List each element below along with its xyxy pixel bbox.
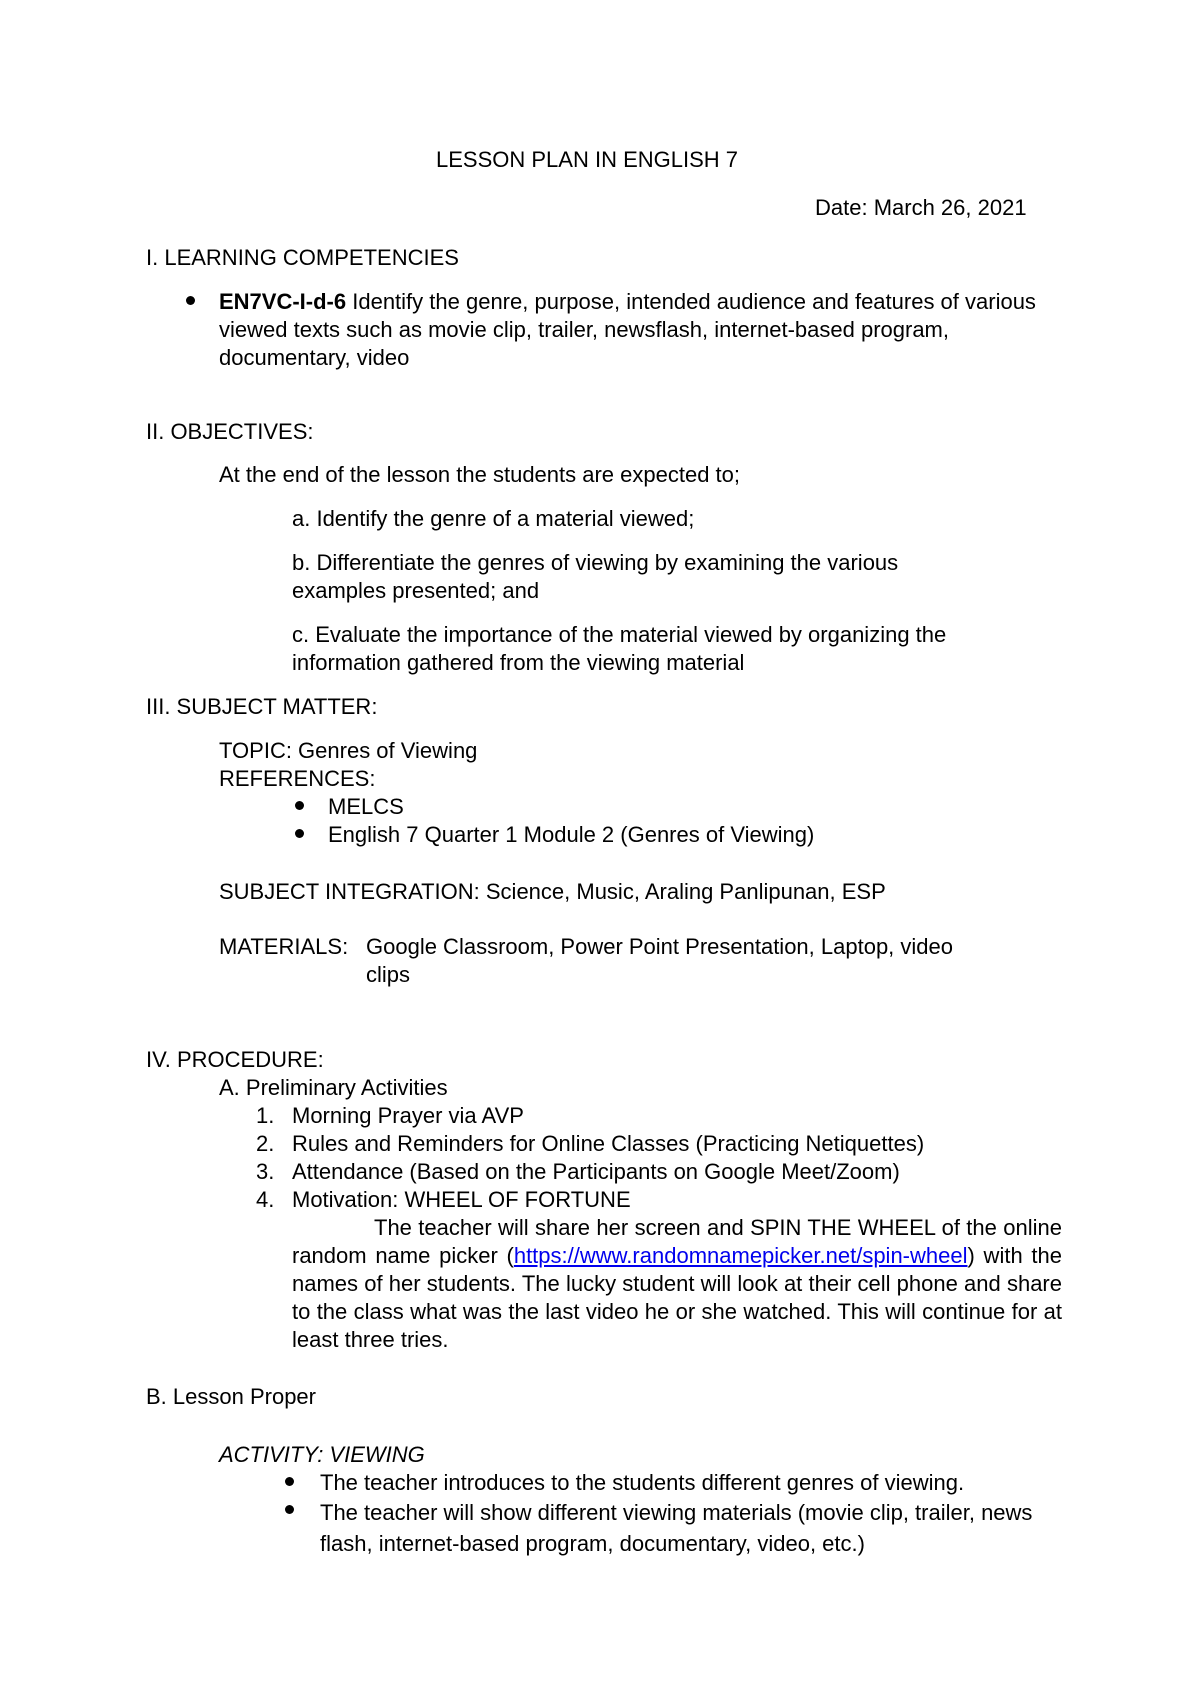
random-name-picker-link[interactable]: https://www.randomnamepicker.net/spin-wheel	[513, 1243, 968, 1268]
bullet-icon	[285, 1477, 294, 1486]
subject-integration: SUBJECT INTEGRATION: Science, Music, Araling Panlipunan, ESP	[219, 879, 886, 904]
objective-a: a. Identify the genre of a material viewed;	[292, 506, 695, 531]
list-number: 4.	[256, 1187, 275, 1212]
competency-item	[219, 288, 1049, 372]
competency-code: EN7VC-I-d-6	[219, 289, 347, 314]
list-item: Attendance (Based on the Participants on Google Meet/Zoom)	[292, 1159, 900, 1184]
competency-text: Identify the genre, purpose, intended audience and features of various viewed texts such as movie clip, trailer, newsflash, internet-based program, documentary, video	[219, 289, 1036, 370]
reference-item-2: English 7 Quarter 1 Module 2 (Genres of Viewing)	[328, 822, 815, 847]
activity-item-1: The teacher introduces to the students different genres of viewing.	[320, 1470, 965, 1495]
objective-c-line1: c. Evaluate the importance of the material viewed by organizing the	[292, 622, 947, 647]
materials-label: MATERIALS:	[219, 934, 349, 959]
list-number: 3.	[256, 1159, 275, 1184]
objective-b-line2: examples presented; and	[292, 578, 540, 603]
lesson-date: Date: March 26, 2021	[815, 195, 1027, 220]
activity-item-2: The teacher will show different viewing materials (movie clip, trailer, news flash, internet-based program, documentary, video, etc.)	[320, 1500, 1033, 1556]
topic: TOPIC: Genres of Viewing	[219, 738, 478, 763]
activity-heading: ACTIVITY: VIEWING	[219, 1442, 425, 1467]
reference-item-1: MELCS	[328, 794, 404, 819]
materials-line2: clips	[366, 962, 411, 987]
section-heading-procedure: IV. PROCEDURE:	[146, 1047, 324, 1072]
list-item: Motivation: WHEEL OF FORTUNE	[292, 1187, 631, 1212]
bullet-icon	[285, 1505, 294, 1514]
bullet-icon	[295, 801, 304, 810]
objectives-intro: At the end of the lesson the students are expected to;	[219, 462, 741, 487]
bullet-icon	[295, 829, 304, 838]
motivation-paragraph	[292, 1214, 1062, 1354]
section-heading-objectives: II. OBJECTIVES:	[146, 419, 314, 444]
motivation-text-start: The teacher will share her screen and SPIN THE WHEEL of the online random name picker (	[292, 1215, 1062, 1268]
objective-c-line2: information gathered from the viewing material	[292, 650, 745, 675]
list-number: 1.	[256, 1103, 275, 1128]
preliminary-activities-heading: A. Preliminary Activities	[219, 1075, 448, 1100]
bullet-icon	[186, 296, 195, 305]
motivation-text-end: ) with the names of her students. The lucky student will look at their cell phone and share to the class what was the last video he or she watched. This will continue for at least three tries.	[292, 1243, 1062, 1352]
list-number: 2.	[256, 1131, 275, 1156]
list-item: Rules and Reminders for Online Classes (Practicing Netiquettes)	[292, 1131, 925, 1156]
lesson-proper-heading: B. Lesson Proper	[146, 1384, 316, 1409]
objective-b-line1: b. Differentiate the genres of viewing by examining the various	[292, 550, 899, 575]
references-label: REFERENCES:	[219, 766, 376, 791]
section-heading-competencies: I. LEARNING COMPETENCIES	[146, 245, 459, 270]
page-title: LESSON PLAN IN ENGLISH 7	[436, 147, 738, 172]
materials-line1: Google Classroom, Power Point Presentation, Laptop, video	[366, 934, 953, 959]
list-item: Morning Prayer via AVP	[292, 1103, 524, 1128]
section-heading-subject-matter: III. SUBJECT MATTER:	[146, 694, 378, 719]
